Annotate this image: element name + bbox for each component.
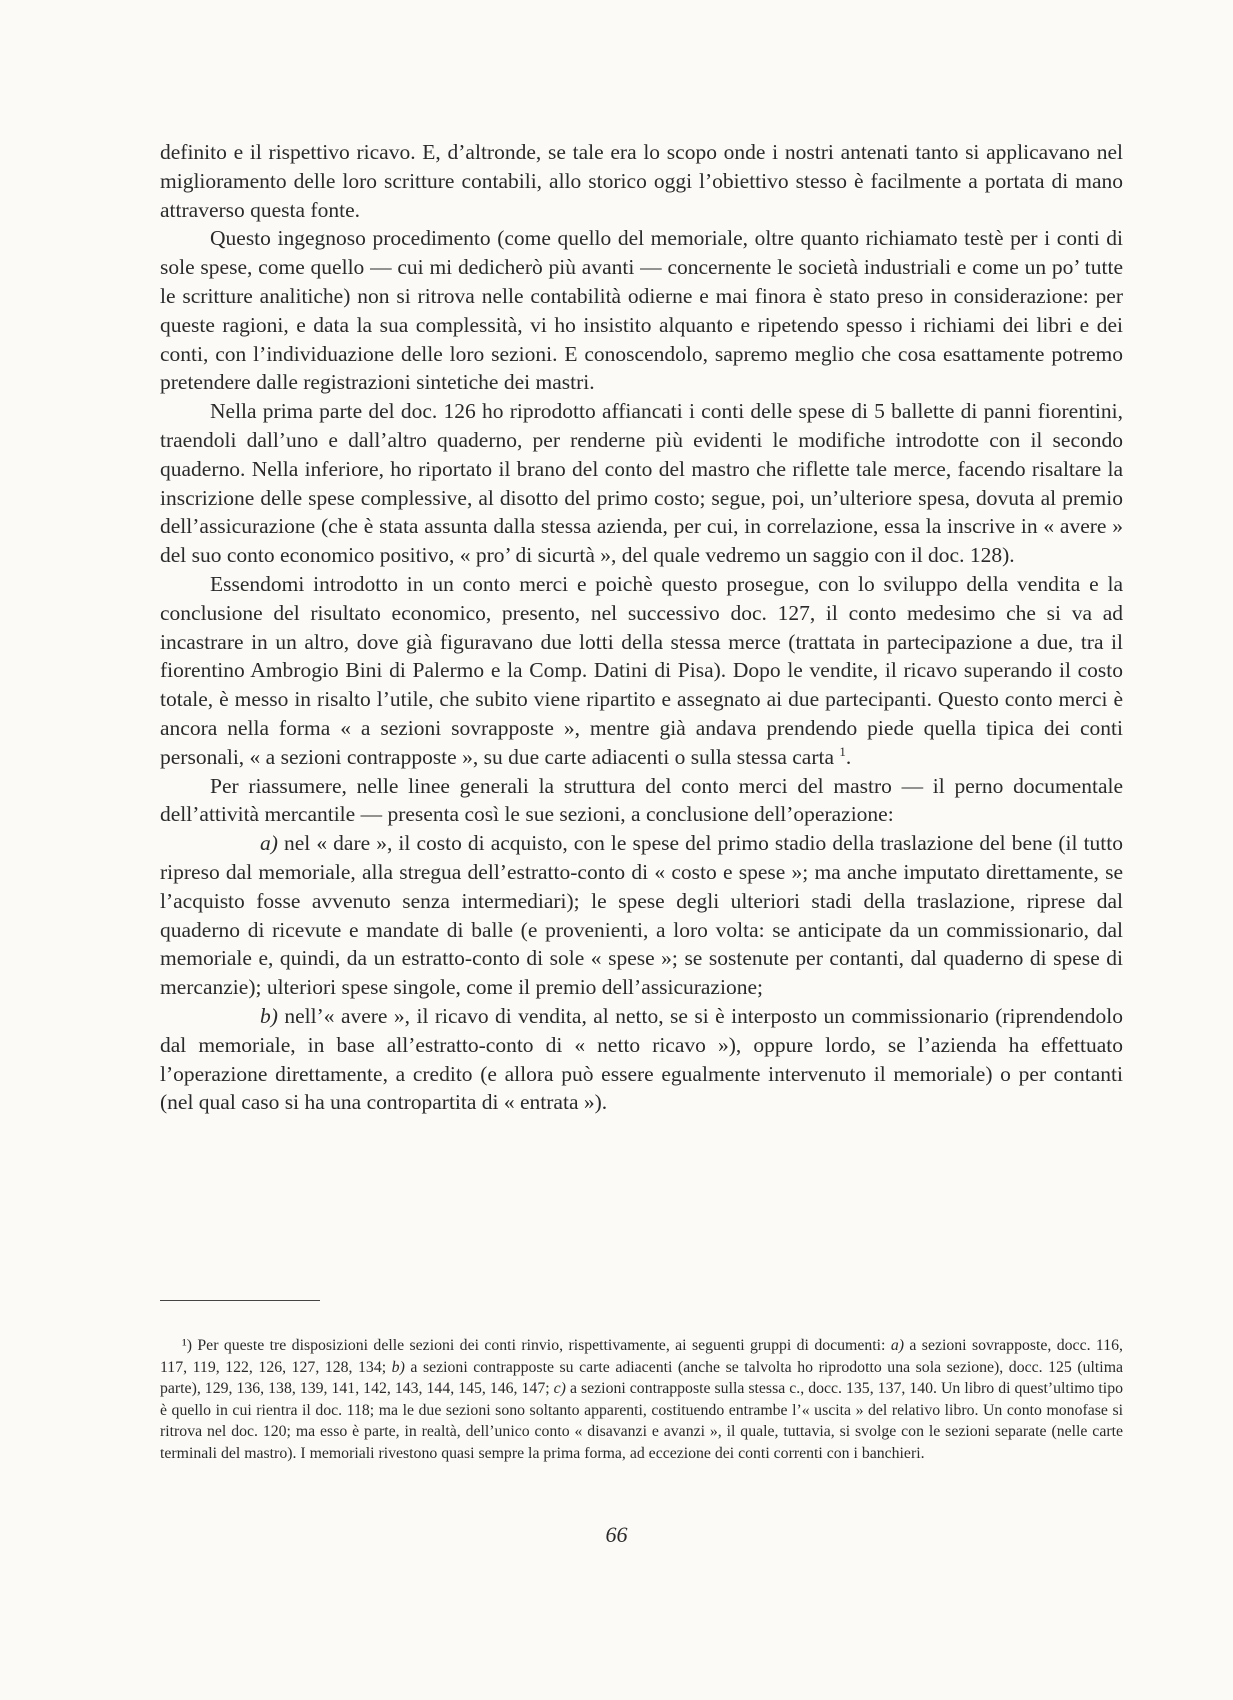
paragraph-1: definito e il rispettivo ricavo. E, d’altronde, se tale era lo scopo onde i nostri antenati tanto si applicavano nel miglioramento delle loro scritture contabili, allo storico oggi l’obiettivo stesso è facilmente a portata di mano attraverso questa fonte. (160, 140, 1123, 222)
footnote-text-4: a sezioni contrapposte sulla stessa c., docc. 135, 137, 140. Un libro di quest’ultimo tipo è quello in cui rientra il doc. 118; ma le due sezioni sono soltanto apparenti, costituendo entrambe l’« uscita » del relativo libro. Un conto monofase si ritrova nel doc. 120; ma esso è parte, in realtà, dell’unico conto « disavanzi e avanzi », il quale, tuttavia, si svolge con le sezioni separate (nelle carte terminali del mastro). I memoriali rivestono quasi sempre la prima forma, ad eccezione dei conti correnti con i banchieri. (160, 1380, 1123, 1462)
footnote-1 (160, 1335, 1123, 1465)
footnote-label-a: a) (890, 1337, 904, 1354)
list-item-a-label: a) (260, 831, 278, 856)
footnote-text-3: a sezioni contrapposte su carte adiacenti (anche se talvolta ho riprodotto una sola sezione), docc. 125 (ultima parte), 129, 136, 138, 139, 141, 142, 143, 144, 145, 146, 147; (160, 1358, 1123, 1398)
paragraph-2: Questo ingegnoso procedimento (come quello del memoriale, oltre quanto richiamato testè per i conti di sole spese, come quello — cui mi dedicherò più avanti — concernente le società industriali e come un po’ tutte le scritture analitiche) non si ritrova nelle contabilità odierne e mai finora è stato preso in considerazione: per queste ragioni, e data la sua complessità, vi ho insistito alquanto e ripetendo spesso i richiami dei libri e dei conti, con l’individuazione delle loro sezioni. E conoscendolo, sapremo meglio che cosa esattamente potremo pretendere dalle registrazioni sintetiche dei mastri. (160, 226, 1123, 395)
paragraph-3: Nella prima parte del doc. 126 ho riprodotto affiancati i conti delle spese di 5 ballette di panni fiorentini, traendoli dall’uno e dall’altro quaderno, per renderne più evidenti le modifiche introdotte con il secondo quaderno. Nella inferiore, ho riportato il brano del conto del mastro che riflette tale merce, facendo risaltare la inscrizione delle spese complessive, al disotto del primo costo; segue, poi, un’ulteriore spesa, dovuta al premio dell’assicurazione (che è stata assunta dalla stessa azienda, per cui, in correlazione, essa la inscrive in « avere » del suo conto economico positivo, « pro’ di sicurtà », del quale vedremo un saggio con il doc. 128). (160, 399, 1123, 568)
list-item-a-text: nel « dare », il costo di acquisto, con le spese del primo stadio della traslazione del bene (il tutto ripreso dal memoriale, alla stregua dell’estratto-conto di « costo e spese »; ma anche imputato direttamente, se l’acquisto fosse avvenuto senza intermediari); le spese degli ulteriori stadi della traslazione, riprese dal quaderno di ricevute e mandate di balle (e provenienti, a loro volta: se anticipate da un commissionario, dal memoriale e, quindi, da un estratto-conto di sole « spese »; se sostenute per contanti, dal quaderno di spese di mercanzie); ulteriori spese singole, come il premio dell’assicurazione; (160, 831, 1123, 1000)
footnote-divider (160, 1300, 320, 1301)
footnote-marker: ¹) (182, 1337, 192, 1354)
paragraph-4-end: . (845, 744, 852, 769)
list-item-b (160, 1002, 1123, 1117)
paragraph-5: Per riassumere, nelle linee generali la struttura del conto merci del mastro — il perno documentale dell’attività mercantile — presenta così le sue sezioni, a conclusione dell’operazione: (160, 773, 1123, 827)
footnote-text-2: a sezioni sovrapposte, docc. 116, 117, 119, 122, 126, 127, 128, 134; (160, 1337, 1123, 1376)
page-number: 66 (605, 1522, 628, 1547)
list-item-a (160, 829, 1123, 1002)
paragraph-4 (160, 570, 1123, 772)
paragraph-4-text: Essendomi introdotto in un conto merci e poichè questo prosegue, con lo sviluppo della vendita e la conclusione del risultato economico, presento, nel successivo doc. 127, il conto medesimo che si va ad incastrare in un altro, dove già figuravano due lotti della stessa merce (trattata in partecipazione a due, tra il fiorentino Ambrogio Bini di Palermo e la Comp. Datini di Pisa). Dopo le vendite, il ricavo superando il costo totale, è messo in risalto l’utile, che subito viene ripartito e assegnato ai due partecipanti. Questo conto merci è ancora nella forma « a sezioni sovrapposte », mentre già andava prendendo piede quella tipica dei conti personali, « a sezioni contrapposte », su due carte adiacenti o sulla stessa carta (160, 571, 1123, 769)
list-item-b-text: nell’« avere », il ricavo di vendita, al netto, se si è interposto un commissionario (riprendendolo dal memoriale, in base all’estratto-conto di « netto ricavo »), oppure lordo, se l’azienda ha effettuato l’operazione direttamente, a credito (e allora può essere egualmente intervenuto il memoriale) o per contanti (nel qual caso si ha una contropartita di « entrata »). (160, 1003, 1123, 1115)
footnote-reference: 1 (839, 744, 846, 759)
footnote-label-c: c) (553, 1380, 566, 1398)
footnote (160, 1335, 1123, 1465)
footnote-text-1: Per queste tre disposizioni delle sezioni dei conti rinvio, rispettivamente, ai seguenti gruppi di documenti: (192, 1337, 891, 1354)
main-text (160, 138, 1123, 1117)
list-item-b-label: b) (260, 1003, 278, 1028)
footnote-label-b: b) (391, 1358, 405, 1376)
